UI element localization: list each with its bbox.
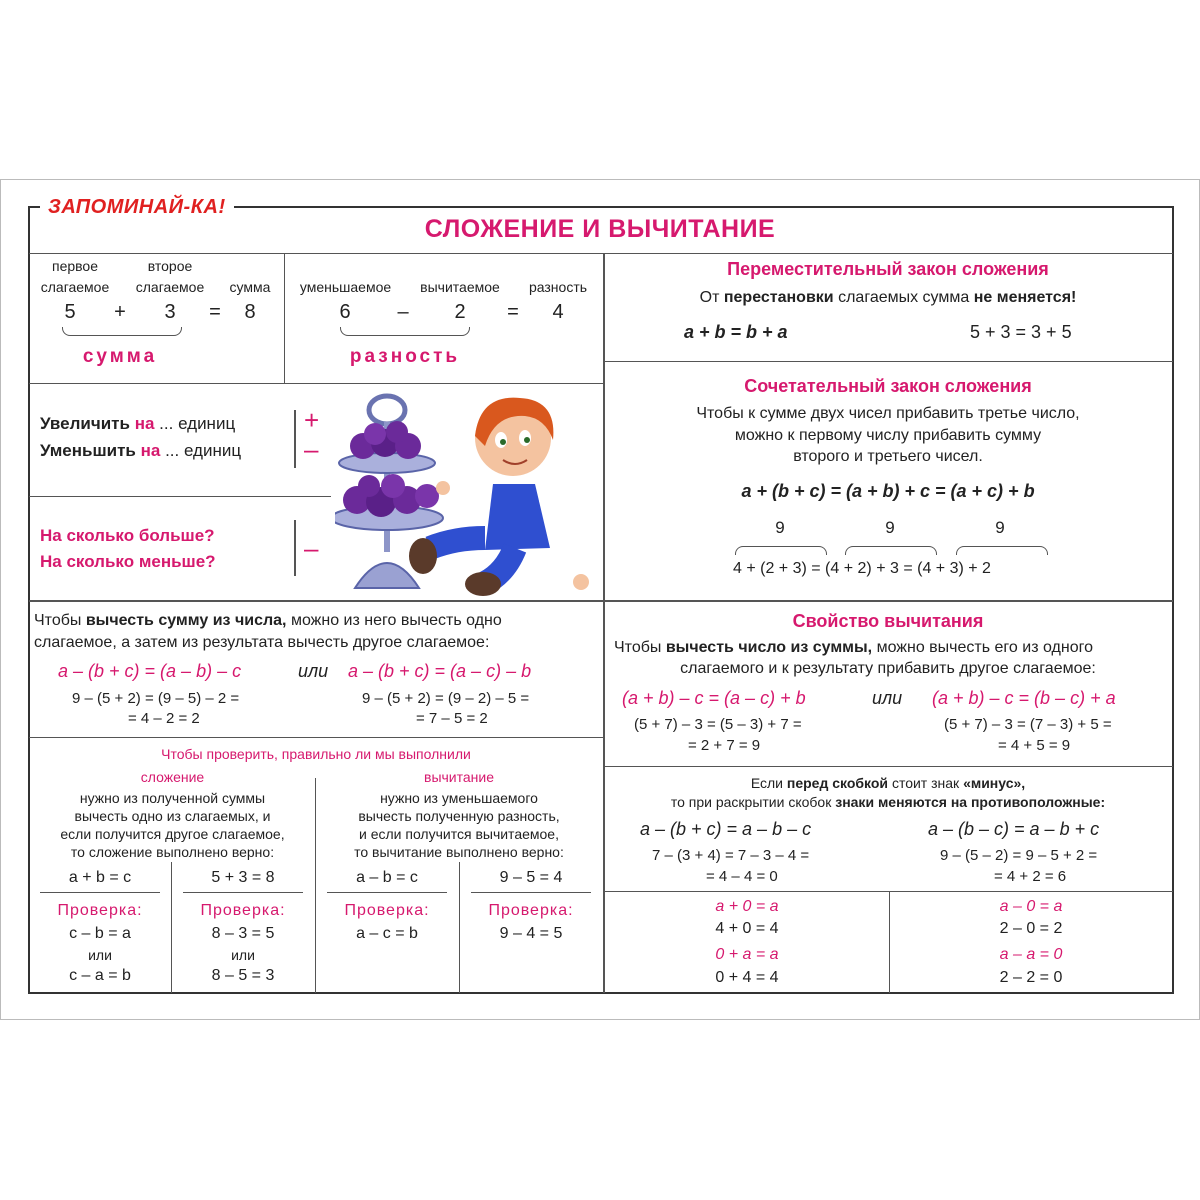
divider [471, 892, 591, 893]
divider [29, 600, 1173, 602]
divider [603, 253, 605, 993]
sum-brace [62, 327, 182, 336]
boy-with-plums-illustration [335, 388, 600, 598]
divider [183, 892, 303, 893]
divider [171, 862, 172, 993]
divider [284, 253, 285, 383]
difference-brace [340, 327, 470, 336]
divider [29, 737, 603, 738]
divider [605, 361, 1173, 362]
divider [40, 892, 160, 893]
divider [605, 766, 1173, 767]
divider [327, 892, 447, 893]
divider [29, 253, 1173, 254]
divider [29, 383, 603, 384]
brand-label: ЗАПОМИНАЙ-КА! [40, 196, 234, 219]
divider [459, 862, 460, 993]
page-title: СЛОЖЕНИЕ И ВЫЧИТАНИЕ [424, 215, 776, 243]
divider [29, 496, 331, 497]
